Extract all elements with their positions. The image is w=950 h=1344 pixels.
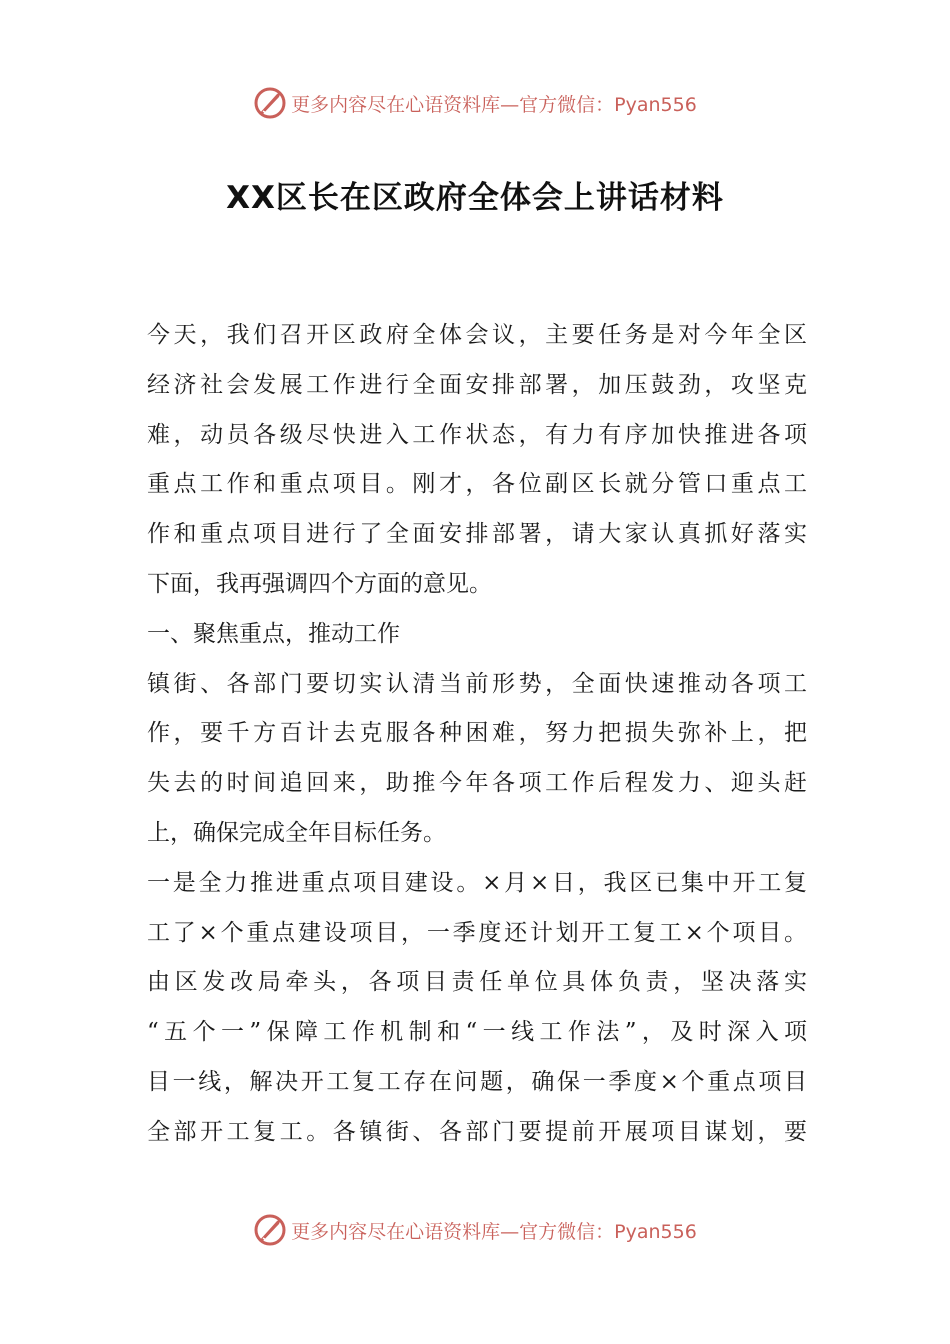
watermark-text: 更多内容尽在心语资料库—官方微信：Pyan556 xyxy=(291,1220,697,1243)
paragraph-line: 目一线，解决开工复工存在问题，确保一季度×个重点项目 xyxy=(147,1068,807,1095)
watermark-text: 更多内容尽在心语资料库—官方微信：Pyan556 xyxy=(291,93,697,116)
paragraph-line: 上，确保完成全年目标任务。 xyxy=(147,819,446,846)
paragraph-line: 重点工作和重点项目。刚才，各位副区长就分管口重点工 xyxy=(147,471,807,498)
paragraph-line: 难，动员各级尽快进入工作状态，有力有序加快推进各项 xyxy=(147,421,807,448)
section-heading: 一、聚焦重点，推动工作 xyxy=(147,620,400,647)
footer-watermark xyxy=(0,1210,950,1250)
quill-logo-icon xyxy=(253,86,287,120)
paragraph-line: 经济社会发展工作进行全面安排部署，加压鼓劲，攻坚克 xyxy=(147,371,807,398)
paragraph-line: 作，要千方百计去克服各种困难，努力把损失弥补上，把 xyxy=(147,720,807,747)
watermark-handle: Pyan556 xyxy=(614,93,697,116)
paragraph-line: 由区发改局牵头，各项目责任单位具体负责，坚决落实 xyxy=(147,969,807,996)
paragraph-line: 下面，我再强调四个方面的意见。 xyxy=(147,570,492,597)
paragraph-line: 工了×个重点建设项目，一季度还计划开工复工×个项目。 xyxy=(147,919,807,946)
document-body xyxy=(147,311,807,1158)
paragraph-line: 失去的时间追回来，助推今年各项工作后程发力、迎头赶 xyxy=(147,770,807,797)
paragraph-line: 今天，我们召开区政府全体会议，主要任务是对今年全区 xyxy=(147,322,807,348)
paragraph-line: 镇街、各部门要切实认清当前形势，全面快速推动各项工 xyxy=(147,670,807,697)
paragraph-line: “五个一”保障工作机制和“一线工作法”，及时深入项 xyxy=(147,1019,807,1046)
document-title: XX区长在区政府全体会上讲话材料 xyxy=(226,180,724,216)
paragraph-line: 一是全力推进重点项目建设。×月×日，我区已集中开工复 xyxy=(147,869,807,896)
watermark-handle: Pyan556 xyxy=(614,1220,697,1243)
header-watermark xyxy=(0,83,950,123)
paragraph-line: 作和重点项目进行了全面安排部署，请大家认真抓好落实 xyxy=(147,521,807,548)
quill-logo-icon xyxy=(253,1213,287,1247)
paragraph-line: 全部开工复工。各镇街、各部门要提前开展项目谋划，要 xyxy=(147,1118,807,1145)
